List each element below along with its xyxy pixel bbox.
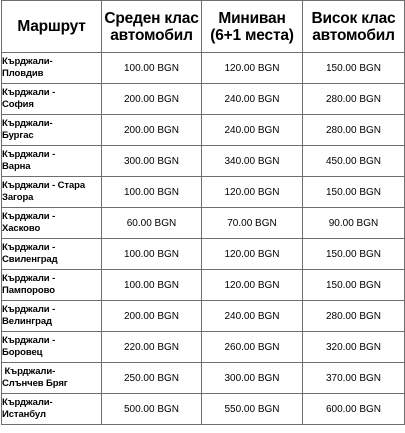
header-route-label: Маршрут <box>17 18 86 35</box>
header-high-class <box>303 1 405 53</box>
header-high-class-line2: автомобил <box>312 26 395 44</box>
price-high-class: 280.00 BGN <box>303 84 405 115</box>
table-row <box>2 115 405 146</box>
route-cell <box>2 332 102 363</box>
price-minivan: 120.00 BGN <box>202 177 303 208</box>
route-line: Пловдив <box>2 68 44 79</box>
price-high-class: 450.00 BGN <box>303 146 405 177</box>
price-high-class: 370.00 BGN <box>303 363 405 394</box>
table-body <box>2 53 405 425</box>
price-mid-class: 100.00 BGN <box>102 53 202 84</box>
table-row <box>2 84 405 115</box>
price-minivan: 300.00 BGN <box>202 363 303 394</box>
table-row <box>2 239 405 270</box>
price-minivan: 340.00 BGN <box>202 146 303 177</box>
route-cell <box>2 146 102 177</box>
header-mid-class <box>102 1 202 53</box>
price-minivan: 260.00 BGN <box>202 332 303 363</box>
table-row <box>2 146 405 177</box>
route-line: Кърджали- <box>2 56 53 67</box>
table-row <box>2 208 405 239</box>
route-line: Свиленград <box>2 254 58 265</box>
price-minivan: 120.00 BGN <box>202 239 303 270</box>
route-cell <box>2 115 102 146</box>
table-row <box>2 363 405 394</box>
route-cell <box>2 363 102 394</box>
route-line: Кърджали - <box>2 273 56 284</box>
price-mid-class: 200.00 BGN <box>102 84 202 115</box>
price-mid-class: 220.00 BGN <box>102 332 202 363</box>
route-line: Хасково <box>2 223 41 234</box>
route-line: Кърджали - <box>2 335 56 346</box>
price-mid-class: 500.00 BGN <box>102 394 202 425</box>
route-line: Варна <box>2 161 31 172</box>
route-line: Истанбул <box>2 409 46 420</box>
route-cell <box>2 270 102 301</box>
price-minivan: 240.00 BGN <box>202 115 303 146</box>
table-row <box>2 394 405 425</box>
route-line: Кърджали - <box>2 149 56 160</box>
price-mid-class: 300.00 BGN <box>102 146 202 177</box>
price-high-class: 150.00 BGN <box>303 53 405 84</box>
route-line: Слънчев Бряг <box>2 378 68 389</box>
table-row <box>2 332 405 363</box>
price-minivan: 240.00 BGN <box>202 84 303 115</box>
route-line: Кърджали- <box>2 118 53 129</box>
route-line: Кърджали - <box>2 87 56 98</box>
price-mid-class: 60.00 BGN <box>102 208 202 239</box>
price-minivan: 120.00 BGN <box>202 270 303 301</box>
header-minivan <box>202 1 303 53</box>
route-line: Пампорово <box>2 285 55 296</box>
header-minivan-line2: (6+1 места) <box>210 26 294 44</box>
price-high-class: 150.00 BGN <box>303 239 405 270</box>
route-line: Кърджали- <box>2 366 56 377</box>
price-high-class: 600.00 BGN <box>303 394 405 425</box>
table-row <box>2 177 405 208</box>
price-mid-class: 100.00 BGN <box>102 239 202 270</box>
price-mid-class: 200.00 BGN <box>102 115 202 146</box>
route-line: София <box>2 99 34 110</box>
price-minivan: 550.00 BGN <box>202 394 303 425</box>
route-cell <box>2 53 102 84</box>
price-table <box>1 0 405 425</box>
price-high-class: 150.00 BGN <box>303 177 405 208</box>
table-row <box>2 53 405 84</box>
route-line: Велинград <box>2 316 52 327</box>
route-line: Кърджали - <box>2 242 56 253</box>
table-row <box>2 270 405 301</box>
route-line: Загора <box>2 192 34 203</box>
price-minivan: 240.00 BGN <box>202 301 303 332</box>
header-high-class-line1: Висок клас <box>311 9 396 27</box>
header-minivan-line1: Миниван <box>218 9 286 27</box>
route-cell <box>2 394 102 425</box>
route-line: Кърджали - Стара <box>2 180 86 191</box>
price-mid-class: 250.00 BGN <box>102 363 202 394</box>
price-minivan: 120.00 BGN <box>202 53 303 84</box>
route-cell <box>2 208 102 239</box>
route-cell <box>2 239 102 270</box>
price-minivan: 70.00 BGN <box>202 208 303 239</box>
price-high-class: 320.00 BGN <box>303 332 405 363</box>
header-row <box>2 1 405 53</box>
price-mid-class: 100.00 BGN <box>102 270 202 301</box>
route-line: Боровец <box>2 347 43 358</box>
table-row <box>2 301 405 332</box>
price-mid-class: 200.00 BGN <box>102 301 202 332</box>
route-cell <box>2 84 102 115</box>
route-line: Бургас <box>2 130 34 141</box>
route-cell <box>2 177 102 208</box>
price-high-class: 280.00 BGN <box>303 115 405 146</box>
price-mid-class: 100.00 BGN <box>102 177 202 208</box>
price-high-class: 280.00 BGN <box>303 301 405 332</box>
header-mid-class-line2: автомобил <box>110 26 193 44</box>
route-line: Кърджали - <box>2 304 56 315</box>
route-cell <box>2 301 102 332</box>
route-line: Кърджали - <box>2 211 56 222</box>
header-route <box>2 1 102 53</box>
price-high-class: 150.00 BGN <box>303 270 405 301</box>
route-line: Кърджали- <box>2 397 53 408</box>
header-mid-class-line1: Среден клас <box>104 9 199 27</box>
price-high-class: 90.00 BGN <box>303 208 405 239</box>
